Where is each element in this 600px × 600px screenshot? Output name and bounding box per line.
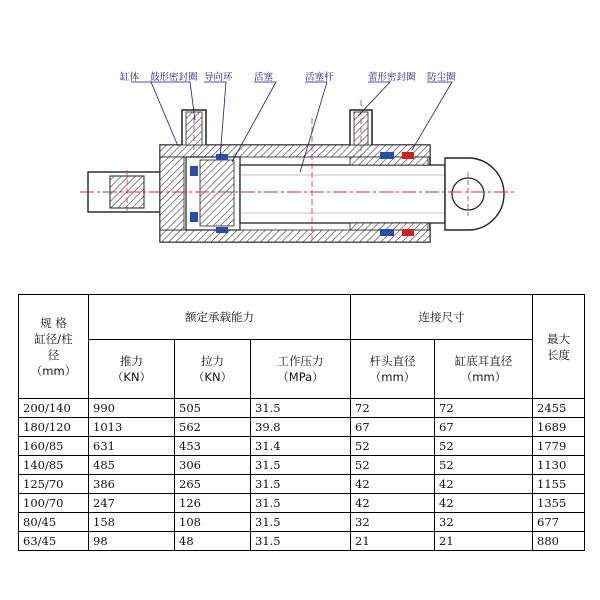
table-cell: 21 (351, 532, 435, 551)
table-cell: 21 (435, 532, 533, 551)
table-cell: 990 (89, 399, 175, 418)
table-cell: 52 (435, 437, 533, 456)
callout-guide-ring: 导向环 (204, 72, 233, 83)
table-cell: 42 (435, 494, 533, 513)
table-cell: 72 (435, 399, 533, 418)
table-row (19, 399, 585, 418)
header-push: 推力 （KN） (89, 340, 175, 399)
table-row (19, 475, 585, 494)
table-cell: 48 (175, 532, 251, 551)
callout-dust-ring: 防尘圈 (427, 72, 456, 83)
spec-table (18, 294, 585, 551)
header-max-length: 最大 长度 (533, 295, 585, 399)
header-row-top (19, 295, 585, 340)
piston-shape (186, 154, 240, 233)
table-cell: 31.5 (251, 399, 351, 418)
table-cell: 247 (89, 494, 175, 513)
header-connection-size: 连接尺寸 (351, 295, 533, 340)
header-ear-diameter: 缸底耳直径 （mm） (435, 340, 533, 399)
table-cell: 160/85 (19, 437, 89, 456)
callout-step-seal: 蕾形密封圈 (368, 72, 416, 83)
table-cell: 1779 (533, 437, 585, 456)
table-cell: 126 (175, 494, 251, 513)
table-cell: 72 (351, 399, 435, 418)
table-cell: 31.5 (251, 456, 351, 475)
table-cell: 562 (175, 418, 251, 437)
header-row-sub (19, 340, 585, 399)
table-cell: 180/120 (19, 418, 89, 437)
header-pull: 拉力 （KN） (175, 340, 251, 399)
table-cell: 125/70 (19, 475, 89, 494)
table-cell: 108 (175, 513, 251, 532)
table-row (19, 532, 585, 551)
callout-piston: 活塞 (254, 72, 274, 83)
table-cell: 880 (533, 532, 585, 551)
table-row (19, 418, 585, 437)
header-spec: 规 格 缸径/柱 径 （mm） (19, 295, 89, 399)
table-cell: 631 (89, 437, 175, 456)
header-rod-diameter: 杆头直径 （mm） (351, 340, 435, 399)
rod-eye (445, 158, 504, 230)
table-cell: 67 (351, 418, 435, 437)
table-cell: 200/140 (19, 399, 89, 418)
header-rated-capacity: 额定承载能力 (89, 295, 351, 340)
table-cell: 140/85 (19, 456, 89, 475)
table-cell: 31.4 (251, 437, 351, 456)
table-cell: 1689 (533, 418, 585, 437)
table-cell: 1355 (533, 494, 585, 513)
table-cell: 265 (175, 475, 251, 494)
table-cell: 67 (435, 418, 533, 437)
header-pressure: 工作压力 （MPa） (251, 340, 351, 399)
callout-cylinder-body: 缸体 (120, 72, 140, 83)
table-cell: 42 (351, 494, 435, 513)
table-cell: 31.5 (251, 475, 351, 494)
table-cell: 31.5 (251, 532, 351, 551)
table-cell: 2455 (533, 399, 585, 418)
table-cell: 505 (175, 399, 251, 418)
table-cell: 32 (351, 513, 435, 532)
table-row (19, 437, 585, 456)
table-cell: 31.5 (251, 494, 351, 513)
table-row (19, 513, 585, 532)
table-cell: 677 (533, 513, 585, 532)
table-row (19, 456, 585, 475)
piston-rod-shape (240, 118, 445, 240)
callout-piston-rod: 活塞杆 (305, 72, 334, 83)
table-cell: 63/45 (19, 532, 89, 551)
table-cell: 453 (175, 437, 251, 456)
table-cell: 31.5 (251, 513, 351, 532)
table-cell: 42 (351, 475, 435, 494)
table-cell: 306 (175, 456, 251, 475)
table-cell: 158 (89, 513, 175, 532)
table-cell: 52 (351, 456, 435, 475)
table-cell: 386 (89, 475, 175, 494)
table-cell: 1130 (533, 456, 585, 475)
table-cell: 32 (435, 513, 533, 532)
table-cell: 1155 (533, 475, 585, 494)
table-cell: 98 (89, 532, 175, 551)
table-cell: 42 (435, 475, 533, 494)
table-cell: 39.8 (251, 418, 351, 437)
table-cell: 52 (351, 437, 435, 456)
table-row (19, 494, 585, 513)
table-cell: 80/45 (19, 513, 89, 532)
table-cell: 100/70 (19, 494, 89, 513)
table-cell: 485 (89, 456, 175, 475)
table-cell: 1013 (89, 418, 175, 437)
cylinder-section-drawing (0, 0, 600, 290)
callout-gland-seal: 鼓形密封圈 (150, 72, 198, 83)
table-cell: 52 (435, 456, 533, 475)
